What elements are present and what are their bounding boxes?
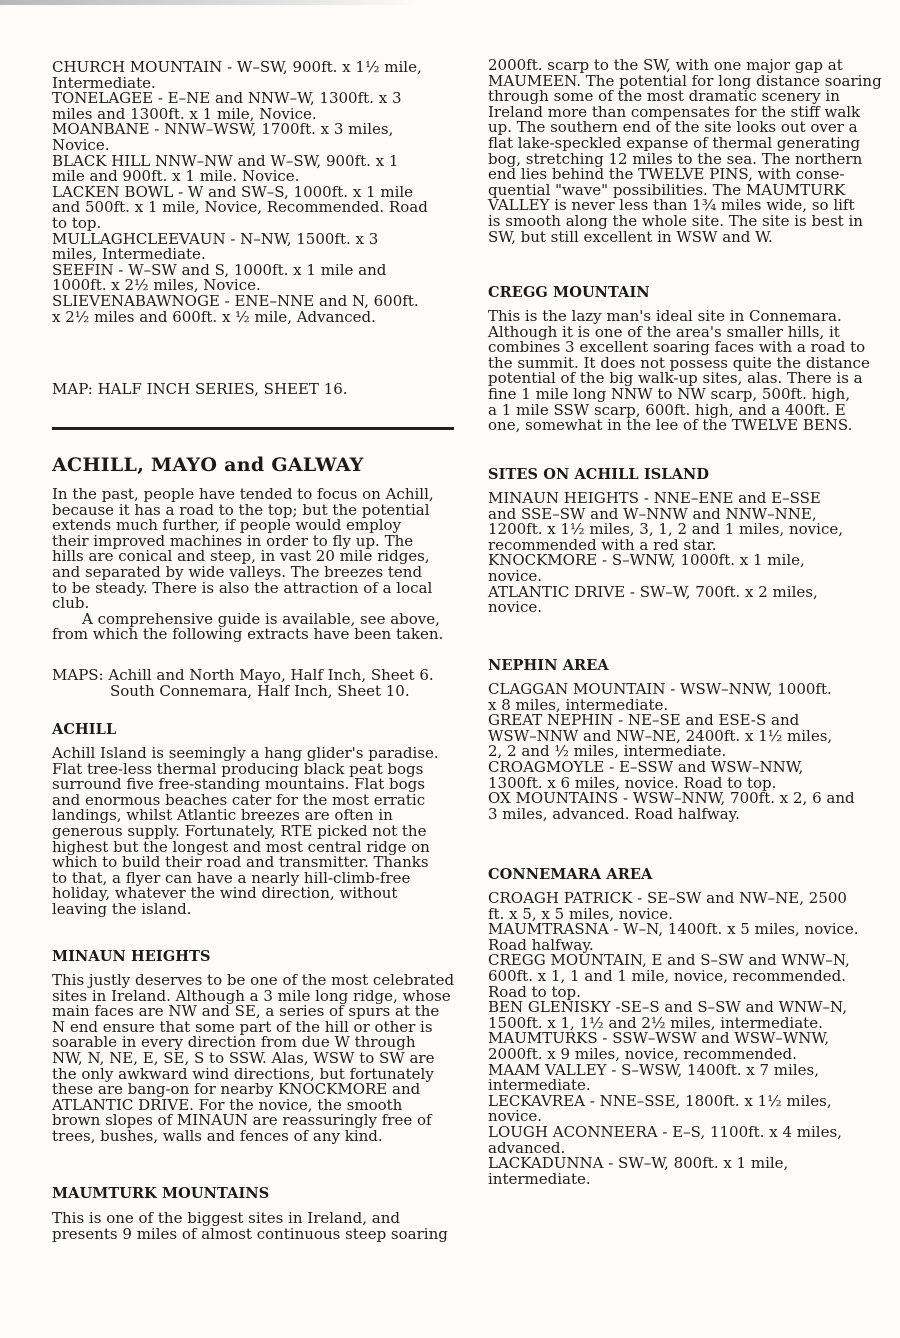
text-line: these are bang-on for nearby KNOCKMORE and (52, 1080, 421, 1099)
connemara-heading: CONNEMARA AREA (488, 866, 653, 883)
text-line: This is one of the biggest sites in Ireland, and (52, 1209, 400, 1227)
text-line: Although it is one of the area's smaller hills, it (488, 322, 840, 341)
text-line: their improved machines in order to fly up. The (52, 531, 414, 550)
text-line: to that, a flyer can have a nearly hill-climb-free (52, 868, 411, 887)
achill-sites-list (488, 491, 843, 616)
list-line: MAAM VALLEY - S–WSW, 1400ft. x 7 miles, (488, 1060, 819, 1079)
text-line: SW, but still excellent in WSW and W. (488, 227, 773, 246)
list-line: BEN GLENISKY -SE–S and S–SW and WNW–N, (488, 998, 847, 1017)
text-line: through some of the most dramatic scenery in (488, 87, 840, 106)
text-line: club. (52, 594, 90, 613)
list-line: intermediate. (488, 1169, 591, 1188)
list-line: MOANBANE - NNW–WSW, 1700ft. x 3 miles, (52, 120, 394, 139)
list-line: CROAGH PATRICK - SE–SW and NW–NE, 2500 (488, 889, 847, 907)
wicklow-sites-list (52, 60, 428, 325)
maumturk-heading: MAUMTURK MOUNTAINS (52, 1185, 270, 1202)
text-line: brown slopes of MINAUN are reassuringly free of (52, 1111, 432, 1130)
list-line: miles and 1300ft. x 1 mile, Novice. (52, 104, 317, 123)
list-line: 2000ft. x 9 miles, novice, recommended. (488, 1044, 797, 1063)
maumturk-paragraph (52, 1211, 448, 1242)
text-line: quential "wave" possibilities. The MAUMTURK (488, 180, 846, 199)
text-line: This justly deserves to be one of the most celebrated (52, 971, 455, 989)
text-line: sites in Ireland. Although a 3 mile long ridge, whose (52, 986, 451, 1005)
minaun-heading: MINAUN HEIGHTS (52, 948, 211, 965)
text-line: to be steady. There is also the attraction of a local (52, 578, 433, 597)
text-line: and separated by wide valleys. The breezes tend (52, 562, 423, 581)
text-line: potential of the big walk-up sites, alas. There is a (488, 369, 863, 388)
list-line: ft. x 5, x 5 miles, novice. (488, 904, 673, 923)
list-line: WSW–NNW and NW–NE, 2400ft. x 1½ miles, (488, 726, 833, 745)
section-title: ACHILL, MAYO and GALWAY (52, 454, 364, 476)
text-line: which to build their road and transmitter. Thanks (52, 853, 429, 872)
text-line: N end ensure that some part of the hill or other is (52, 1017, 433, 1036)
text-line: Achill Island is seemingly a hang glider's paradise. (52, 744, 439, 762)
text-line: hills are conical and steep, in vast 20 mile ridges, (52, 547, 430, 566)
text-line: leaving the island. (52, 899, 192, 918)
list-line: to top. (52, 213, 102, 232)
list-line: miles, Intermediate. (52, 245, 206, 264)
text-line: ATLANTIC DRIVE. For the novice, the smooth (52, 1095, 403, 1114)
list-line: 3 miles, advanced. Road halfway. (488, 804, 740, 823)
list-line: intermediate. (488, 1076, 591, 1095)
list-line: TONELAGEE - E–NE and NNW–W, 1300ft. x 3 (52, 89, 402, 108)
text-line: Flat tree-less thermal producing black peat bogs (52, 759, 424, 778)
text-line: 2000ft. scarp to the SW, with one major gap at (488, 56, 843, 74)
list-line: Road to top. (488, 982, 581, 1001)
text-line: highest but the longest and most central ridge on (52, 837, 430, 856)
list-line: Road halfway. (488, 935, 594, 954)
text-line: bog, stretching 12 miles to the sea. The northern (488, 149, 863, 168)
text-line: combines 3 excellent soaring faces with a road to (488, 338, 866, 357)
text-line: landings, whilst Atlantic breezes are often in (52, 806, 393, 825)
list-line: 1300ft. x 6 miles, novice. Road to top. (488, 773, 777, 792)
list-line: advanced. (488, 1138, 566, 1157)
minaun-paragraph (52, 973, 454, 1145)
text-line: the summit. It does not possess quite the distance (488, 353, 870, 372)
text-line: generous supply. Fortunately, RTE picked not the (52, 821, 427, 840)
text-line: from which the following extracts have been taken. (52, 625, 444, 644)
text-line: MAPS: Achill and North Mayo, Half Inch, Sheet 6. (52, 666, 434, 684)
list-line: recommended with a red star. (488, 535, 717, 554)
text-line: main faces are NW and SE, a series of spurs at the (52, 1002, 440, 1021)
text-line: fine 1 mile long NNW to NW scarp, 500ft. high, (488, 384, 851, 403)
list-line: 600ft. x 1, 1 and 1 mile, novice, recommended. (488, 966, 846, 985)
achill-paragraph (52, 746, 439, 918)
achill-sites-heading: SITES ON ACHILL ISLAND (488, 466, 709, 483)
text-line: soarable in every direction from due W through (52, 1033, 416, 1052)
list-line: novice. (488, 566, 543, 585)
text-line: In the past, people have tended to focus on Achill, (52, 485, 434, 503)
text-line: trees, bushes, walls and fences of any kind. (52, 1126, 383, 1145)
text-line: presents 9 miles of almost continuous steep soaring (52, 1224, 448, 1243)
text-line: and enormous beaches cater for the most erratic (52, 790, 426, 809)
list-line: LACKEN BOWL - W and SW–S, 1000ft. x 1 mile (52, 182, 414, 201)
cregg-heading: CREGG MOUNTAIN (488, 284, 650, 301)
list-line: LACKADUNNA - SW–W, 800ft. x 1 mile, (488, 1154, 789, 1173)
list-line: LOUGH ACONNEERA - E–S, 1100ft. x 4 miles, (488, 1122, 842, 1141)
list-line: x 8 miles, intermediate. (488, 695, 669, 714)
list-line: mile and 900ft. x 1 mile. Novice. (52, 167, 300, 186)
list-line: MAUMTRASNA - W–N, 1400ft. x 5 miles, novice. (488, 920, 859, 939)
text-line: end lies behind the TWELVE PINS, with conse- (488, 165, 845, 184)
nephin-sites-list (488, 682, 855, 822)
list-line: MULLAGHCLEEVAUN - N–NW, 1500ft. x 3 (52, 229, 379, 248)
text-line: MAUMEEN. The potential for long distance soaring (488, 71, 882, 90)
map-reference: MAP: HALF INCH SERIES, SHEET 16. (52, 380, 348, 398)
list-line: KNOCKMORE - S–WNW, 1000ft. x 1 mile, (488, 551, 805, 570)
list-line: and 500ft. x 1 mile, Novice, Recommended. Road (52, 198, 428, 217)
list-line: MAUMTURKS - SSW–WSW and WSW–WNW, (488, 1029, 829, 1048)
list-line: novice. (488, 1107, 543, 1126)
list-line: OX MOUNTAINS - WSW–NNW, 700ft. x 2, 6 and (488, 789, 855, 808)
list-line: 1200ft. x 1½ miles, 3, 1, 2 and 1 miles, novice, (488, 520, 843, 539)
text-line: the only awkward wind directions, but fortunately (52, 1064, 434, 1083)
text-line: Ireland more than compensates for the stiff walk (488, 102, 861, 121)
text-line: is smooth along the whole site. The site is best in (488, 211, 863, 230)
list-line: SLIEVENABAWNOGE - ENE–NNE and N, 600ft. (52, 291, 419, 310)
maumturk-continued (488, 58, 882, 245)
text-line: surround five free-standing mountains. Flat bogs (52, 775, 425, 794)
list-line: 1500ft. x 1, 1½ and 2½ miles, intermediate. (488, 1013, 823, 1032)
list-line: CHURCH MOUNTAIN - W–SW, 900ft. x 1½ mile, (52, 58, 422, 76)
list-line: 2, 2 and ½ miles, intermediate. (488, 742, 727, 761)
list-line: CREGG MOUNTAIN, E and S–SW and WNW–N, (488, 951, 850, 970)
list-line: BLACK HILL NNW–NW and W–SW, 900ft. x 1 (52, 151, 399, 170)
intro-paragraph (52, 487, 443, 643)
list-line: Intermediate. (52, 73, 156, 92)
page-top-edge (0, 0, 420, 5)
list-line: LECKAVREA - NNE–SSE, 1800ft. x 1½ miles, (488, 1091, 832, 1110)
list-line: novice. (488, 598, 543, 617)
list-line: ATLANTIC DRIVE - SW–W, 700ft. x 2 miles, (488, 582, 818, 601)
connemara-sites-list (488, 891, 859, 1187)
text-line: This is the lazy man's ideal site in Connemara. (488, 307, 842, 325)
maps-reference (52, 668, 434, 699)
text-line: VALLEY is never less than 1¾ miles wide, so lift (488, 196, 855, 215)
cregg-paragraph (488, 309, 870, 434)
list-line: and SSE–SW and W–NNW and NNW–NNE, (488, 504, 817, 523)
achill-heading: ACHILL (52, 721, 117, 738)
list-line: SEEFIN - W–SW and S, 1000ft. x 1 mile and (52, 260, 387, 279)
list-line: Novice. (52, 135, 110, 154)
text-line: NW, N, NE, E, SE, S to SSW. Alas, WSW to SW are (52, 1048, 435, 1067)
text-line: A comprehensive guide is available, see above, (82, 609, 440, 628)
list-line: x 2½ miles and 600ft. x ½ mile, Advanced. (52, 307, 376, 326)
text-line: one, somewhat in the lee of the TWELVE BENS. (488, 416, 853, 435)
list-line: GREAT NEPHIN - NE–SE and ESE-S and (488, 711, 800, 730)
text-line: a 1 mile SSW scarp, 600ft. high, and a 400ft. E (488, 400, 846, 419)
list-line: CLAGGAN MOUNTAIN - WSW–NNW, 1000ft. (488, 680, 832, 698)
text-line: because it has a road to the top; but the potential (52, 500, 430, 519)
text-line: South Connemara, Half Inch, Sheet 10. (110, 681, 410, 700)
section-divider (52, 427, 454, 430)
text-line: holiday, whatever the wind direction, without (52, 884, 398, 903)
nephin-heading: NEPHIN AREA (488, 657, 609, 674)
list-line: 1000ft. x 2½ miles, Novice. (52, 276, 261, 295)
list-line: MINAUN HEIGHTS - NNE–ENE and E–SSE (488, 489, 821, 507)
list-line: CROAGMOYLE - E–SSW and WSW–NNW, (488, 757, 804, 776)
text-line: flat lake-speckled expanse of thermal generating (488, 133, 861, 152)
text-line: up. The southern end of the site looks out over a (488, 118, 858, 137)
text-line: extends much further, if people would employ (52, 516, 402, 535)
